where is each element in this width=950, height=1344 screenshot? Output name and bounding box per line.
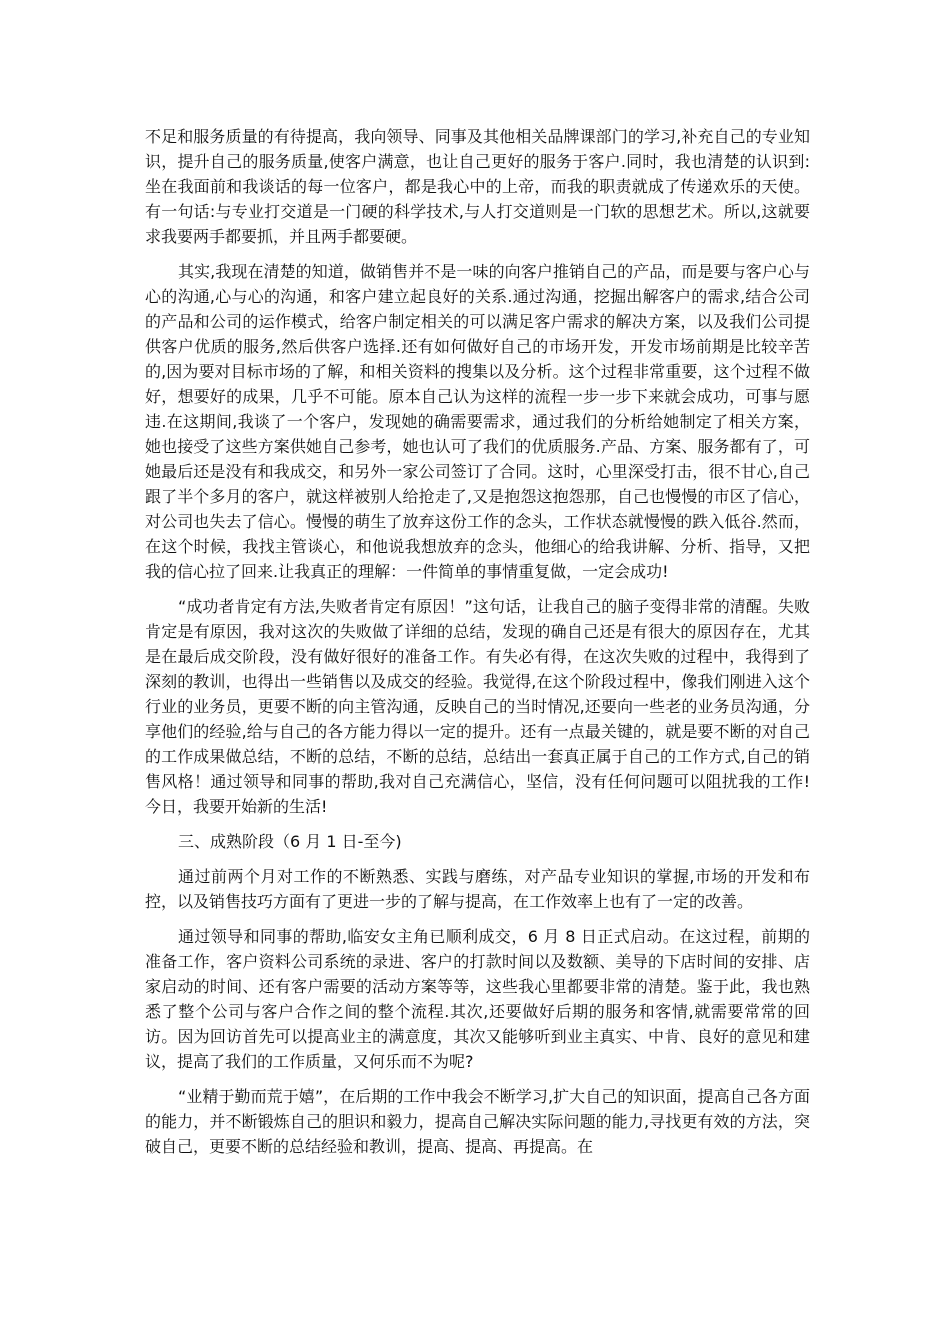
document-page: [145, 124, 810, 1169]
paragraph-1: 不足和服务质量的有待提高，我向领导、同事及其他相关品牌课部门的学习,补充自己的专业知识，提升自己的服务质量,使客户满意，也让自己更好的服务于客户.同时，我也清楚的认识到:坐在我面前和我谈话的每一位客户，都是我心中的上帝，而我的职责就成了传递欢乐的天使。有一句话:与专业打交道是一门硬的科学技术,与人打交道则是一门软的思想艺术。所以,这就要求我要两手都要抓，并且两手都要硬。: [145, 127, 810, 246]
paragraph-6: “业精于勤而荒于嬉”，在后期的工作中我会不断学习,扩大自己的知识面，提高自己各方面的能力，并不断锻炼自己的胆识和毅力，提高自己解决实际问题的能力,寻找更有效的方法，突破自己，更要不断的总结经验和教训，提高、提高、再提高。在: [145, 1087, 810, 1156]
paragraph-5: 通过领导和同事的帮助,临安女主角已顺利成交，6 月 8 日正式启动。在这过程，前期的准备工作，客户资料公司系统的录进、客户的打款时间以及数额、美导的下店时间的安排、店家启动的时间、还有客户需要的活动方案等等，这些我心里都要非常的清楚。鉴于此，我也熟悉了整个公司与客户合作之间的整个流程.其次,还要做好后期的服务和客情,就需要常常的回访。因为回访首先可以提高业主的满意度，其次又能够听到业主真实、中肯、良好的意见和建议，提高了我们的工作质量，又何乐而不为呢?: [145, 927, 810, 1071]
paragraph-4: 通过前两个月对工作的不断熟悉、实践与磨练，对产品专业知识的掌握,市场的开发和布控，以及销售技巧方面有了更进一步的了解与提高，在工作效率上也有了一定的改善。: [145, 867, 810, 911]
paragraph-2: 其实,我现在清楚的知道，做销售并不是一味的向客户推销自己的产品，而是要与客户心与心的沟通,心与心的沟通，和客户建立起良好的关系.通过沟通，挖掘出解客户的需求,结合公司的产品和公司的运作模式，给客户制定相关的可以满足客户需求的解决方案，以及我们公司提供客户优质的服务,然后供客户选择.还有如何做好自己的市场开发，开发市场前期是比较辛苦的,因为要对目标市场的了解，和相关资料的搜集以及分析。这个过程非常重要，这个过程不做好，想要好的成果，几乎不可能。原本自己认为这样的流程一步一步下来就会成功，可事与愿违.在这期间,我谈了一个客户，发现她的确需要需求，通过我们的分析给她制定了相关方案，她也接受了这些方案供她自己参考，她也认可了我们的优质服务.产品、方案、服务都有了，可她最后还是没有和我成交，和另外一家公司签订了合同。这时，心里深受打击，很不甘心,自己跟了半个多月的客户，就这样被别人给抢走了,又是抱怨这抱怨那，自己也慢慢的市区了信心，对公司也失去了信心。慢慢的萌生了放弃这份工作的念头，工作状态就慢慢的跌入低谷.然而，在这个时候，我找主管谈心，和他说我想放弃的念头，他细心的给我讲解、分析、指导，又把我的信心拉了回来.让我真正的理解：一件简单的事情重复做，一定会成功!: [145, 262, 810, 581]
section-heading-mature-stage: 三、成熟阶段（6 月 1 日-至今): [178, 832, 402, 851]
paragraph-3: “成功者肯定有方法,失败者肯定有原因！”这句话，让我自己的脑子变得非常的清醒。失败肯定是有原因，我对这次的失败做了详细的总结，发现的确自己还是有很大的原因存在，尤其是在最后成交阶段，没有做好很好的准备工作。有失必有得，在这次失败的过程中，我得到了深刻的教训，也得出一些销售以及成交的经验。我觉得,在这个阶段过程中，像我们刚进入这个行业的业务员，更要不断的向主管沟通，反映自己的当时情况,还要向一些老的业务员沟通，分享他们的经验,给与自己的各方能力得以一定的提升。还有一点最关键的，就是要不断的对自己的工作成果做总结，不断的总结，不断的总结，总结出一套真正属于自己的工作方式,自己的销售风格！通过领导和同事的帮助,我对自己充满信心，坚信，没有任何问题可以阻扰我的工作!今日，我要开始新的生活!: [145, 597, 810, 816]
